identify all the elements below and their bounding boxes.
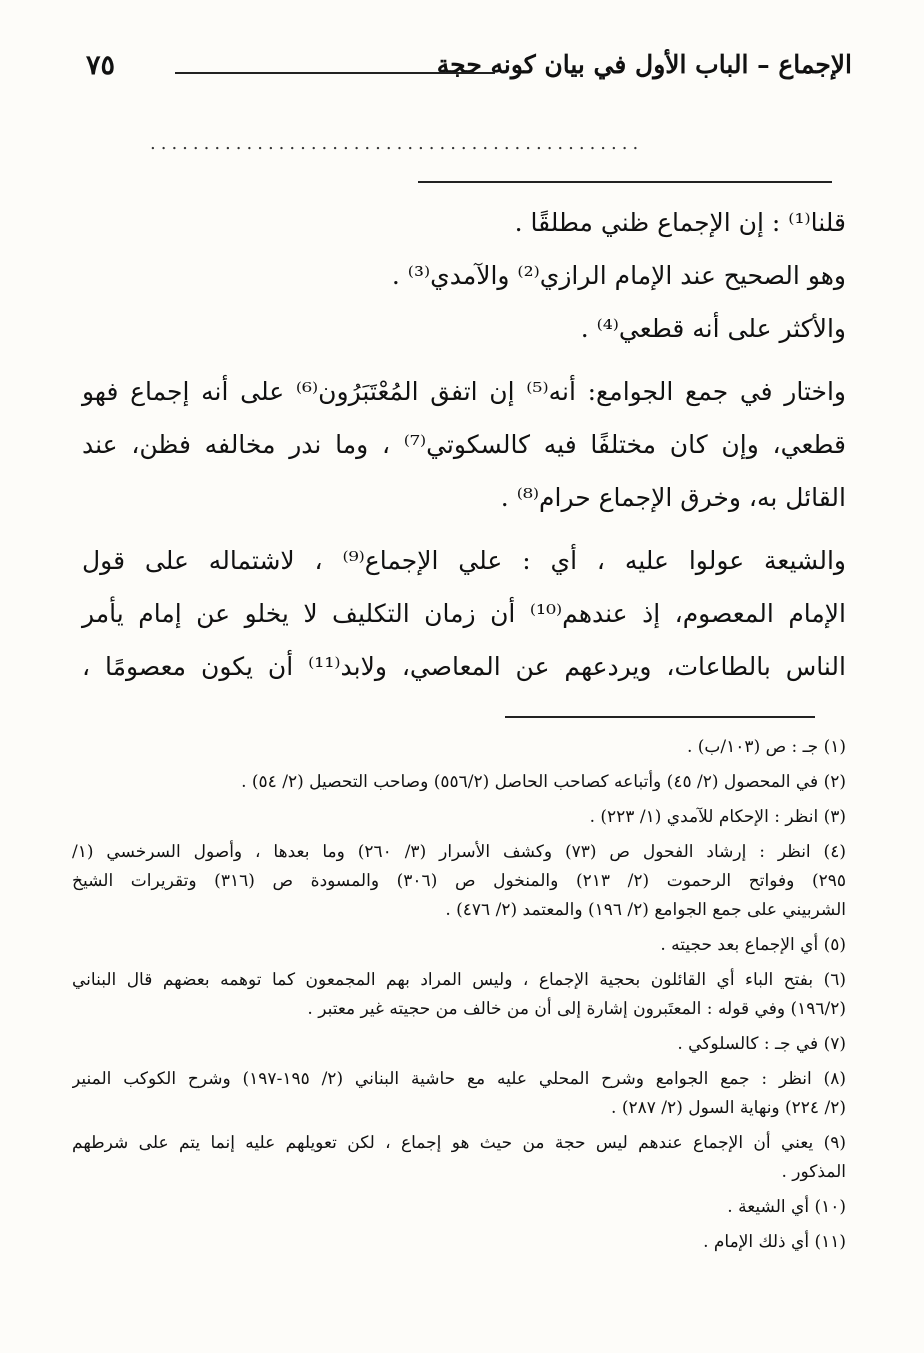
text-line: قطعي، وإن كان مختلفًا فيه كالسكوتي⁽⁷⁾ ، وما ندر مخالفه فظن، عند [82, 430, 846, 459]
section-rule [418, 181, 832, 183]
footnote [72, 1030, 846, 1059]
footnote-line: (٢/ ٢٢٤) ونهاية السول (٢/ ٢٨٧) . [611, 1098, 846, 1118]
text-line: الإمام المعصوم، إذ عندهم⁽¹⁰⁾ أن زمان التكليف لا يخلو عن إمام يأمر [82, 599, 847, 628]
running-header-title: الإجماع – الباب الأول في بيان كونه حجة [436, 50, 852, 79]
main-text [82, 196, 846, 693]
footnote-line: (٩) يعني أن الإجماع عندهم ليس حجة من حيث هو إجماع ، لكن تعويلهم عليه إنما يتم على شرطهم [72, 1133, 846, 1153]
footnote-line: (٣) انظر : الإحكام للآمدي (١/ ٢٢٣) . [589, 807, 846, 827]
footnote [72, 768, 846, 797]
footnote-line: (٤) انظر : إرشاد الفحول ص (٧٣) وكشف الأسرار (٣/ ٢٦٠) وما بعدها ، وأصول السرخسي (١/ [72, 842, 846, 862]
footnote [72, 838, 846, 925]
footnote-line: (١٩٦/٢) وفي قوله : المعتَبرون إشارة إلى أن من خالف من حجيته غير معتبر . [307, 999, 846, 1019]
footnote-line: (٧) في جـ : كالسلوكي . [677, 1034, 846, 1054]
footnote [72, 1065, 846, 1123]
elision-dots: .............................................. [150, 133, 644, 154]
text-line: والأكثر على أنه قطعي⁽⁴⁾ . [580, 314, 846, 343]
footnotes [72, 733, 846, 1257]
footnote-line: (٥) أي الإجماع بعد حجيته . [660, 935, 846, 955]
footnote-line: المذكور . [781, 1162, 846, 1182]
footnote-line: ٢٩٥) وفواتح الرحموت (٢/ ٢١٣) والمنخول ص (٣٠٦) والمسودة ص (٣١٦) وتقريرات الشيخ [72, 871, 846, 891]
footnote [72, 1129, 846, 1187]
footnote [72, 931, 846, 960]
footnote-line: (١٠) أي الشيعة . [727, 1197, 846, 1217]
footnote [72, 1228, 846, 1257]
footnote-line: (٦) بفتح الباء أي القائلون بحجية الإجماع ، وليس المراد بهم المجمعون كما توهمه بعضهم قال البناني [72, 970, 846, 990]
footnote [72, 733, 846, 762]
footnote [72, 803, 846, 832]
text-line: القائل به، وخرق الإجماع حرام⁽⁸⁾ . [500, 483, 846, 512]
header-rule [175, 72, 495, 74]
footnote-rule [505, 716, 815, 718]
footnote [72, 1193, 846, 1222]
text-line: وهو الصحيح عند الإمام الرازي⁽²⁾ والآمدي⁽³⁾ . [391, 261, 846, 290]
footnote-line: (٢) في المحصول (٢/ ٤٥) وأتباعه كصاحب الحاصل (٥٥٦/٢) وصاحب التحصيل (٢/ ٥٤) . [241, 772, 846, 792]
text-line: والشيعة عولوا عليه ، أي : علي الإجماع⁽⁹⁾ ، لاشتماله على قول [82, 546, 846, 575]
footnote-line: (١١) أي ذلك الإمام . [703, 1232, 846, 1252]
footnote-line: (١) جـ : ص (١٠٣/ب) . [686, 737, 846, 757]
text-line: قلنا⁽¹⁾ : إن الإجماع ظني مطلقًا . [514, 208, 846, 237]
footnote [72, 966, 846, 1024]
footnote-line: الشربيني على جمع الجوامع (٢/ ١٩٦) والمعتمد (٢/ ٤٧٦) . [445, 900, 846, 920]
footnote-line: (٨) انظر : جمع الجوامع وشرح المحلي عليه مع حاشية البناني (٢/ ١٩٥-١٩٧) وشرح الكوكب المنير [72, 1069, 846, 1089]
text-line: الناس بالطاعات، ويردعهم عن المعاصي، ولابد⁽¹¹⁾ أن يكون معصومًا ، [82, 652, 846, 681]
page-number: ٧٥ [86, 50, 116, 81]
text-line: واختار في جمع الجوامع: أنه⁽⁵⁾ إن اتفق المُعْتَبَرُون⁽⁶⁾ على أنه إجماع فهو [82, 377, 847, 406]
